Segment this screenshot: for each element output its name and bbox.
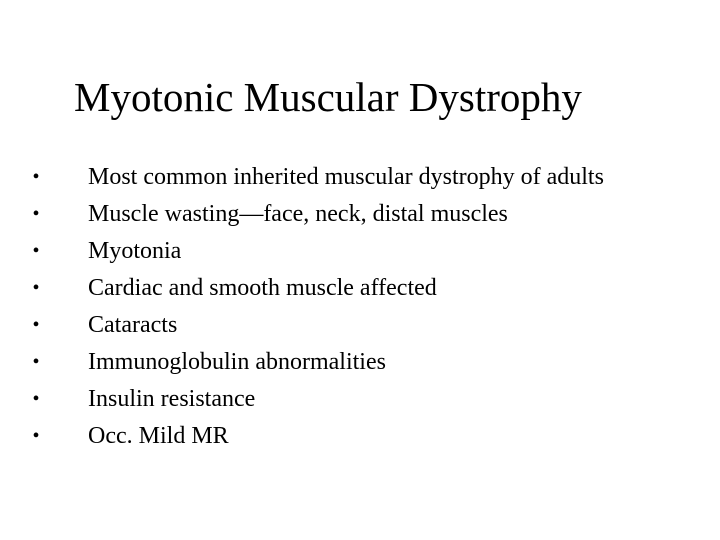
bullet-text: Most common inherited muscular dystrophy of adults bbox=[88, 164, 604, 190]
bullet-item bbox=[30, 307, 670, 344]
bullet-text: Insulin resistance bbox=[88, 386, 256, 412]
bullet-item bbox=[30, 344, 670, 381]
bullet-icon: • bbox=[32, 388, 40, 410]
bullet-list bbox=[30, 159, 670, 455]
bullet-text: Muscle wasting—face, neck, distal muscles bbox=[88, 201, 508, 227]
bullet-icon: • bbox=[32, 314, 40, 336]
bullet-text: Myotonia bbox=[88, 238, 182, 264]
bullet-icon: • bbox=[32, 240, 40, 262]
bullet-text: Cataracts bbox=[88, 312, 178, 338]
bullet-icon: • bbox=[32, 425, 40, 447]
bullet-icon: • bbox=[32, 203, 40, 225]
bullet-text: Cardiac and smooth muscle affected bbox=[88, 275, 437, 301]
bullet-item bbox=[30, 418, 670, 455]
bullet-text: Immunoglobulin abnormalities bbox=[88, 349, 386, 375]
bullet-text: Occ. Mild MR bbox=[88, 423, 229, 449]
bullet-icon: • bbox=[32, 277, 40, 299]
slide-title: Myotonic Muscular Dystrophy bbox=[74, 74, 582, 120]
bullet-icon: • bbox=[32, 166, 40, 188]
bullet-icon: • bbox=[32, 351, 40, 373]
bullet-item bbox=[30, 270, 670, 307]
bullet-item bbox=[30, 159, 670, 196]
bullet-item bbox=[30, 233, 670, 270]
bullet-item bbox=[30, 196, 670, 233]
bullet-item bbox=[30, 381, 670, 418]
